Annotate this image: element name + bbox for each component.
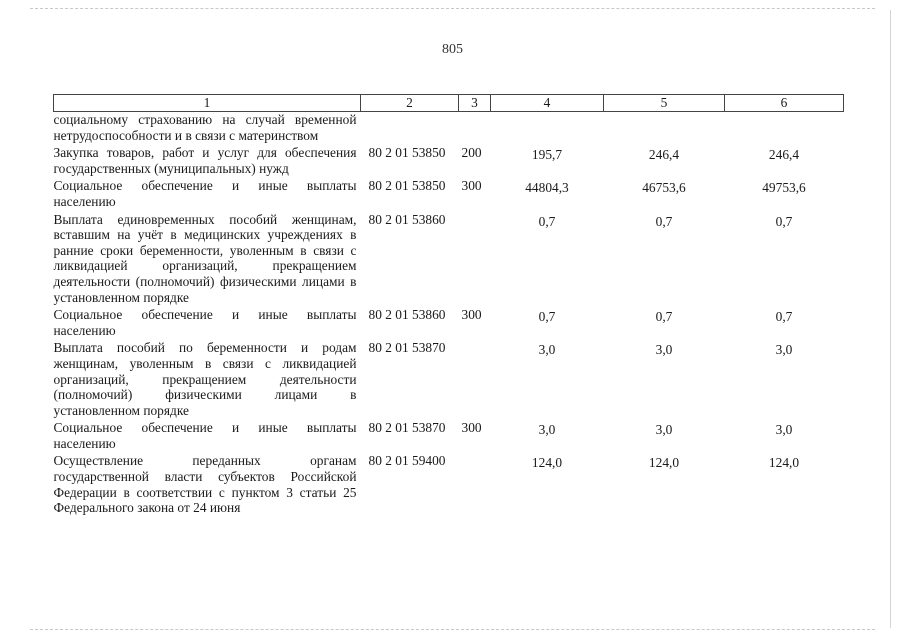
row-value-col4: 195,7 xyxy=(531,147,563,163)
row-value-col6: 0,7 xyxy=(775,213,793,229)
row-expense-type: 200 xyxy=(461,145,482,161)
row-value-col6: 124,0 xyxy=(768,455,800,471)
row-name: Осуществление переданных органам государственной власти субъектов Российской Федерации в соответствии с пунктом 3 статьи 25 Федерального закона от 24 июня xyxy=(53,453,357,516)
row-code xyxy=(361,112,459,146)
row-expense-type: 300 xyxy=(461,178,482,194)
row-name: Выплата пособий по беременности и родам женщинам, уволенным в связи с ликвидацией организаций, прекращением деятельности (полномочий) физическими лицами в установленном порядке xyxy=(53,340,357,418)
row-value-col5: 3,0 xyxy=(655,342,673,358)
header-col-4: 4 xyxy=(491,95,604,112)
budget-table xyxy=(53,94,844,518)
row-value-col4: 124,0 xyxy=(531,455,563,471)
row-name: Выплата единовременных пособий женщинам, вставшим на учёт в медицинских учреждениях в ранние сроки беременности, уволенным в связи с ликвидацией организаций, прекращением деятельности (полномочий) физическими лицами в установленном порядке xyxy=(53,211,357,305)
table-row xyxy=(54,453,844,517)
scan-edge-right xyxy=(890,10,891,628)
row-code: 80 2 01 59400 xyxy=(368,453,446,469)
row-value-col6: 246,4 xyxy=(768,147,800,163)
row-expense-type xyxy=(459,112,491,146)
table-body xyxy=(54,112,844,518)
row-value-col6: 3,0 xyxy=(775,422,793,438)
row-value-col5: 46753,6 xyxy=(642,180,686,196)
row-value-col4: 0,7 xyxy=(538,213,556,229)
row-code: 80 2 01 53860 xyxy=(368,211,446,227)
header-col-2: 2 xyxy=(361,95,459,112)
row-code: 80 2 01 53870 xyxy=(368,420,446,436)
row-value-col4: 44804,3 xyxy=(525,180,569,196)
table-row xyxy=(54,307,844,340)
row-value-col6: 3,0 xyxy=(775,342,793,358)
row-code: 80 2 01 53850 xyxy=(368,178,446,194)
table-row xyxy=(54,340,844,420)
row-value-col4: 3,0 xyxy=(538,422,556,438)
row-expense-type: 300 xyxy=(461,307,482,323)
table-header xyxy=(54,95,844,112)
row-expense-type: 300 xyxy=(461,420,482,436)
table-row xyxy=(54,145,844,178)
row-name: Социальное обеспечение и иные выплаты населению xyxy=(53,420,357,451)
table-row xyxy=(54,112,844,146)
row-value-col5 xyxy=(604,112,725,146)
row-name: Социальное обеспечение и иные выплаты населению xyxy=(53,178,357,209)
row-value-col5: 0,7 xyxy=(655,213,673,229)
row-value-col6: 49753,6 xyxy=(762,180,806,196)
row-value-col4: 3,0 xyxy=(538,342,556,358)
row-expense-type xyxy=(459,340,491,420)
row-value-col5: 124,0 xyxy=(648,455,680,471)
row-value-col5: 246,4 xyxy=(648,147,680,163)
row-value-col4: 0,7 xyxy=(538,309,556,325)
row-value-col6: 0,7 xyxy=(775,309,793,325)
table-row xyxy=(54,212,844,308)
row-name: Закупка товаров, работ и услуг для обеспечения государственных (муниципальных) нужд xyxy=(53,145,357,176)
header-row xyxy=(54,95,844,112)
row-expense-type xyxy=(459,453,491,517)
header-col-6: 6 xyxy=(725,95,844,112)
row-code: 80 2 01 53850 xyxy=(368,145,446,161)
row-value-col6 xyxy=(725,112,844,146)
header-col-3: 3 xyxy=(459,95,491,112)
table-row xyxy=(54,178,844,211)
scan-edge-top xyxy=(30,8,875,9)
row-value-col5: 3,0 xyxy=(655,422,673,438)
row-code: 80 2 01 53870 xyxy=(368,340,446,356)
row-code: 80 2 01 53860 xyxy=(368,307,446,323)
header-col-5: 5 xyxy=(604,95,725,112)
row-value-col5: 0,7 xyxy=(655,309,673,325)
row-name: Социальное обеспечение и иные выплаты населению xyxy=(53,307,357,338)
page-number: 805 xyxy=(442,42,463,57)
scan-edge-bottom xyxy=(30,629,875,630)
header-col-1: 1 xyxy=(54,95,361,112)
row-value-col4 xyxy=(491,112,604,146)
row-name: социальному страхованию на случай временной нетрудоспособности и в связи с материнством xyxy=(53,112,357,143)
row-expense-type xyxy=(459,212,491,308)
table-row xyxy=(54,420,844,453)
